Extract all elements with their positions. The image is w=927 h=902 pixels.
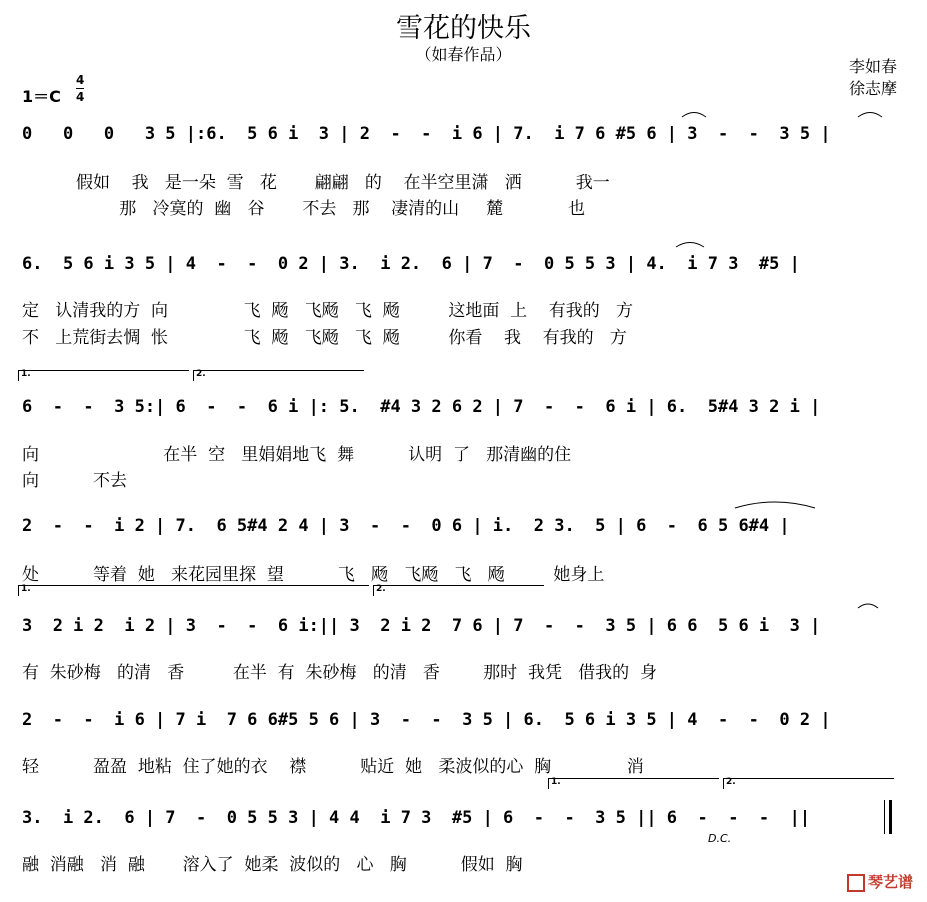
song-subtitle: （如春作品）	[415, 45, 512, 64]
lyrics-row-1-verse-1: 假如 我 是一朵 雪 花 翩翩 的 在半空里潇 洒 我一	[22, 173, 610, 193]
lyrics-row-2-verse-2: 不 上荒街去惆 怅 飞 飏 飞飏 飞 飏 你看 我 有我的 方	[22, 328, 627, 348]
lyrics-row-3-verse-2: 向 不去	[22, 471, 128, 491]
site-logo	[847, 871, 913, 892]
notation-row-7: 3. i 2. 6 | 7 - 0 5 5 3 | 4 4 i 7 3 #5 | 6 - - 3 5 || 6 - - - ||	[22, 808, 811, 828]
lyrics-row-3-verse-1: 向 在半 空 里娟娟地飞 舞 认明 了 那清幽的住	[22, 445, 572, 465]
volta-2: 2.	[193, 370, 364, 381]
volta-5: 1.	[548, 778, 719, 789]
slur-row5	[858, 604, 878, 608]
lyrics-row-2-verse-1: 定 认清我的方 向 飞 飏 飞飏 飞 飏 这地面 上 有我的 方	[22, 301, 633, 321]
notation-row-6: 2 - - i 6 | 7 i 7 6 6#5 5 6 | 3 - - 3 5 | 6. 5 6 i 3 5 | 4 - - 0 2 |	[22, 710, 831, 730]
notation-row-3: 6 - - 3 5:| 6 - - 6 i |: 5. #4 3 2 6 2 | 7 - - 6 i | 6. 5#4 3 2 i |	[22, 397, 821, 417]
dc-marking: D.C.	[708, 832, 732, 845]
volta-4: 2.	[373, 585, 544, 596]
key-signature: 1＝C	[22, 87, 61, 106]
notation-row-5: 3 2 i 2 i 2 | 3 - - 6 i:|| 3 2 i 2 7 6 | 7 - - 3 5 | 6 6 5 6 i 3 |	[22, 616, 821, 636]
notation-row-2: 6. 5 6 i 3 5 | 4 - - 0 2 | 3. i 2. 6 | 7 - 0 5 5 3 | 4. i 7 3 #5 |	[22, 254, 800, 274]
logo-icon	[847, 874, 865, 892]
time-signature-top: 4	[76, 73, 85, 87]
lyricist-name: 徐志摩	[848, 79, 897, 98]
lyrics-row-7: 融 消融 消 融 溶入了 她柔 波似的 心 胸 假如 胸	[22, 855, 523, 875]
lyrics-row-4: 处 等着 她 来花园里探 望 飞 飏 飞飏 飞 飏 她身上	[22, 565, 605, 585]
time-signature-bottom: 4	[76, 90, 85, 104]
slur-row1	[682, 113, 706, 118]
logo-text: 琴艺谱	[867, 873, 913, 891]
volta-3: 1.	[18, 585, 369, 596]
notation-row-1: 0 0 0 3 5 |:6. 5 6 i 3 | 2 - - i 6 | 7. i 7 6 #5 6 | 3 - - 3 5 |	[22, 124, 831, 144]
volta-1: 1.	[18, 370, 189, 381]
slur-row1b	[858, 113, 882, 118]
composer-name: 李如春	[848, 57, 897, 76]
volta-6: 2.	[723, 778, 894, 789]
slur-row4	[735, 502, 815, 508]
slur-row2	[676, 243, 704, 248]
lyrics-row-1-verse-2: 那 冷寞的 幽 谷 不去 那 凄清的山 麓 也	[22, 199, 586, 219]
song-title: 雪花的快乐	[396, 13, 531, 44]
notation-row-4: 2 - - i 2 | 7. 6 5#4 2 4 | 3 - - 0 6 | i. 2 3. 5 | 6 - 6 5 6#4 |	[22, 516, 790, 536]
lyrics-row-6: 轻 盈盈 地粘 住了她的衣 襟 贴近 她 柔波似的心 胸 消	[22, 757, 644, 777]
lyrics-row-5: 有 朱砂梅 的清 香 在半 有 朱砂梅 的清 香 那时 我凭 借我的 身	[22, 663, 657, 683]
